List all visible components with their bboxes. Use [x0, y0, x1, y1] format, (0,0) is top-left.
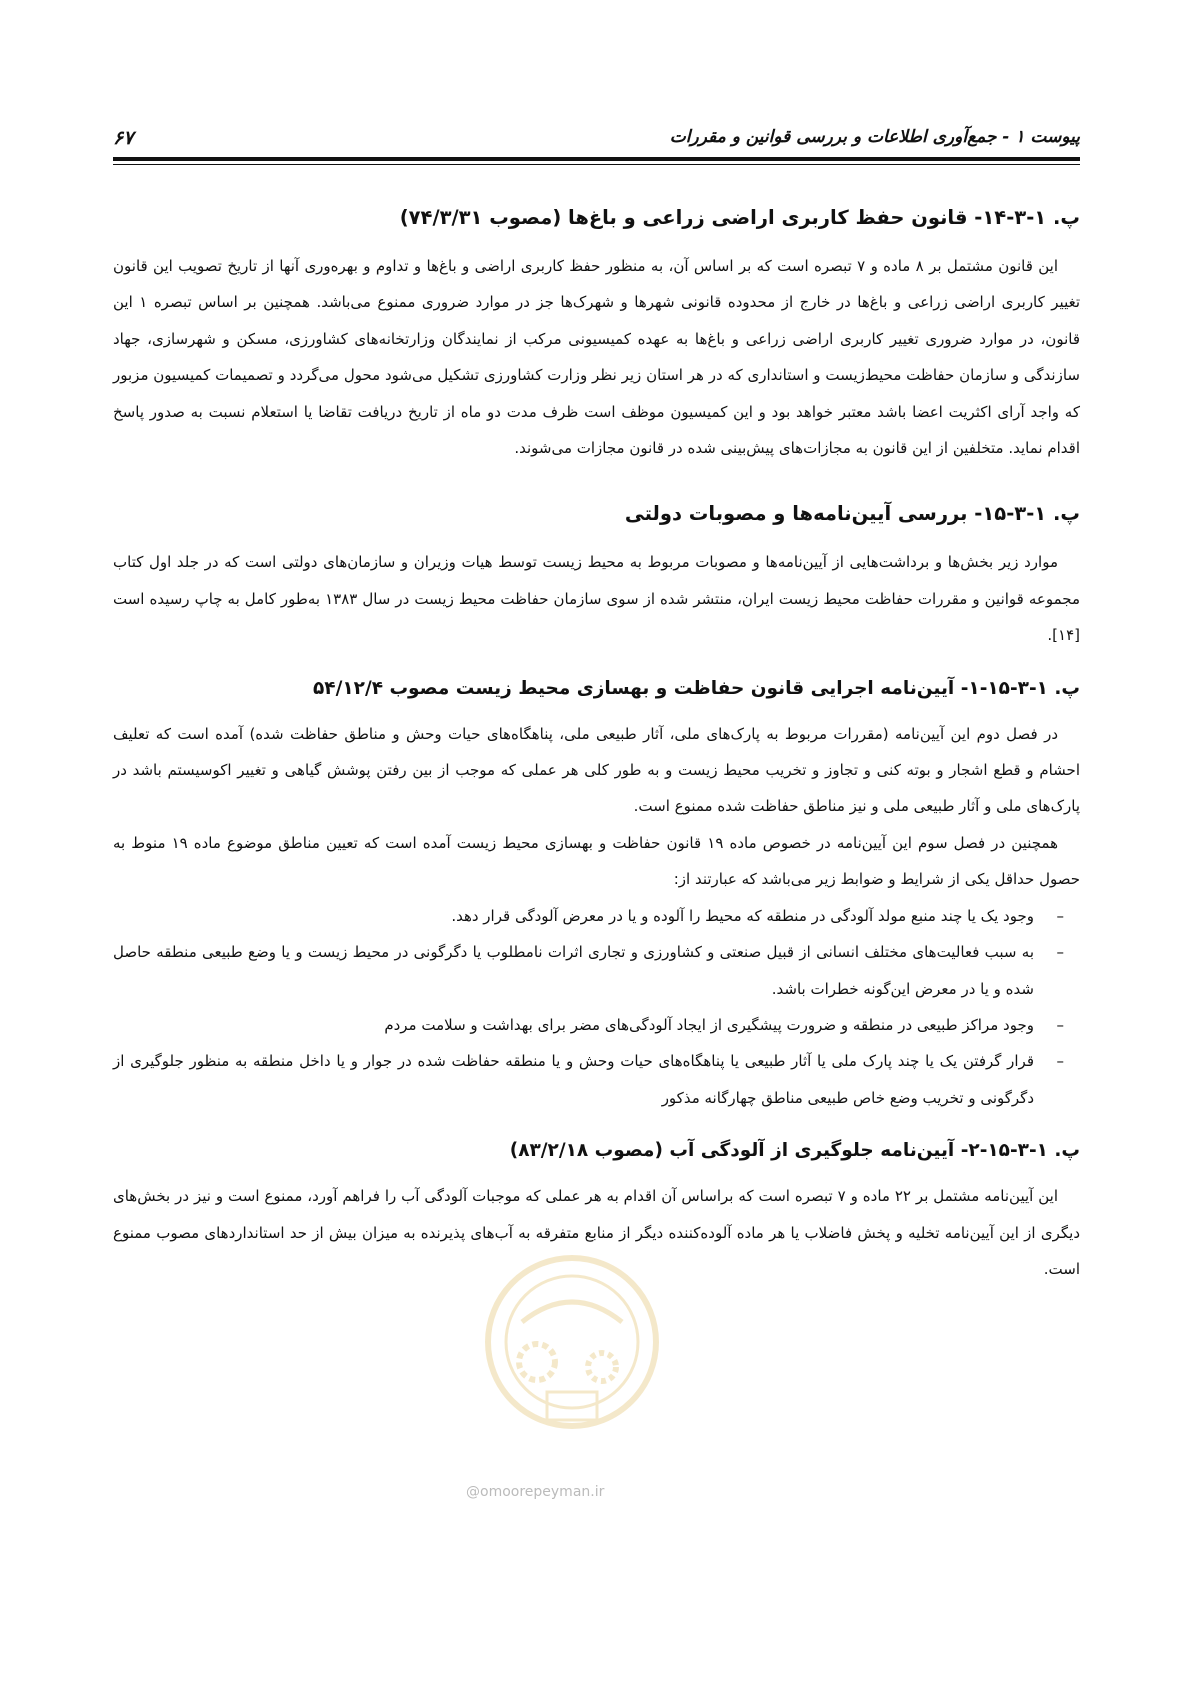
list-item-text: قرار گرفتن یک یا چند پارک ملی یا آثار طبیعی یا پناهگاه‌های حیات وحش و یا منطقه حفاظت شده در جوار و یا داخل منطقه به منظور جلوگیری از دگرگونی و تخریب وضع خاص طبیعی مناطق چهارگانه مذکور	[113, 1052, 1034, 1107]
list-item-text: وجود مراکز طبیعی در منطقه و ضرورت پیشگیری از ایجاد آلودگی‌های مضر برای بهداشت و سلامت مردم	[384, 1015, 1034, 1034]
page-number: ۶۷	[113, 127, 134, 149]
paragraph: در فصل دوم این آیین‌نامه (مقررات مربوط به پارک‌های ملی، آثار طبیعی ملی، پناهگاه‌های حیات وحش و مناطق حفاظت شده) آمده است که تعلیف احشام و قطع اشجار و بوته کنی و تجاوز و تخریب محیط زیست و به طور کلی هر عملی که موجب از بین رفتن پوشش گیاهی و تغییر اکوسیستم باشد در پارک‌های ملی و آثار طبیعی ملی و نیز مناطق حفاظت شده ممنوع است.	[113, 724, 1080, 816]
bullet-marker: –	[1056, 1015, 1064, 1034]
page-header	[113, 116, 1080, 156]
list-item	[113, 1007, 1064, 1043]
bullet-marker: –	[1056, 906, 1064, 925]
list-item	[113, 1043, 1064, 1116]
bullet-marker: –	[1056, 943, 1064, 962]
bullet-marker: –	[1056, 1052, 1064, 1071]
paragraph: این آیین‌نامه مشتمل بر ۲۲ ماده و ۷ تبصره است که براساس آن اقدام به هر عملی که موجبات آلودگی آب را فراهم آورد، ممنوع است و نیز در بخش‌های دیگری از این آیین‌نامه تخلیه و پخش فاضلاب یا هر ماده آلوده‌کننده دیگر از منابع متفرقه به آب‌های پذیرنده به میزان بیش از حد استانداردهای مصوب ممنوع است.	[113, 1187, 1080, 1278]
list-item-text: وجود یک یا چند منبع مولد آلودگی در منطقه که محیط را آلوده و یا در معرض آلودگی قرار دهد.	[451, 906, 1034, 925]
header-rule-thick	[113, 157, 1080, 161]
section-heading-15-2: پ. ۱-۳-۱۵-۲- آیین‌نامه جلوگیری از آلودگی آب (مصوب ۸۳/۲/۱۸)	[509, 1140, 1080, 1162]
watermark-text: @omoorepeyman.ir	[466, 1484, 605, 1500]
section-heading-15: پ. ۱-۳-۱۵- بررسی آیین‌نامه‌ها و مصوبات دولتی	[624, 502, 1080, 526]
section-heading-15-1: پ. ۱-۳-۱۵-۱- آیین‌نامه اجرایی قانون حفاظت و بهسازی محیط زیست مصوب ۵۴/۱۲/۴	[313, 677, 1080, 699]
logo-seal-icon	[452, 1242, 692, 1462]
main-content	[113, 188, 1080, 1287]
running-title: پیوست ۱ - جمع‌آوری اطلاعات و بررسی قوانین و مقررات	[669, 127, 1080, 147]
paragraph: موارد زیر بخش‌ها و برداشت‌هایی از آیین‌نامه‌ها و مصوبات مربوط به محیط زیست توسط هیات وزیران و سازمان‌های دولتی است که در جلد اول کتاب مجموعه قوانین و مقررات حفاظت محیط زیست ایران، منتشر شده از سوی سازمان حفاظت محیط زیست در سال ۱۳۸۳ به‌طور کامل به چاپ رسیده است [۱۴].	[113, 553, 1080, 645]
paragraph: همچنین در فصل سوم این آیین‌نامه در خصوص ماده ۱۹ قانون حفاظت و بهسازی محیط زیست آمده است که تعیین مناطق موضوع ماده ۱۹ منوط به حصول حداقل یکی از شرایط و ضوابط زیر می‌باشد که عبارتند از:	[113, 833, 1080, 889]
header-rule-thin	[113, 164, 1080, 165]
list-item-text: به سبب فعالیت‌های مختلف انسانی از قبیل صنعتی و کشاورزی و تجاری اثرات نامطلوب یا دگرگونی در محیط زیست و یا وضع طبیعی منطقه حاصل شده و یا در معرض این‌گونه خطرات باشد.	[113, 943, 1034, 998]
section-heading-14: پ. ۱-۳-۱۴- قانون حفظ کاربری اراضی زراعی و باغ‌ها (مصوب ۷۴/۳/۳۱)	[399, 206, 1080, 229]
criteria-list	[113, 898, 1080, 1116]
list-item	[113, 934, 1064, 1007]
list-item	[113, 898, 1064, 934]
paragraph: این قانون مشتمل بر ۸ ماده و ۷ تبصره است که بر اساس آن، به منظور حفظ کاربری اراضی و باغ‌ها و تداوم و بهره‌وری آنها از تاریخ تصویب این قانون تغییر کاربری اراضی زراعی و باغ‌ها در خارج از محدوده قانونی شهرها و شهرک‌ها جز در موارد ضروری ممنوع می‌باشد. همچنین بر اساس تبصره ۱ این قانون، در موارد ضروری تغییر کاربری اراضی زراعی و باغ‌ها به عهده کمیسیونی مرکب از نمایندگان وزارتخانه‌های کشاورزی، مسکن و شهرسازی، جهاد سازندگی و سازمان حفاظت محیط‌زیست و استانداری که در هر استان زیر نظر وزارت کشاورزی تشکیل می‌شود محول می‌گردد و تصمیمات کمیسیون مزبور که واجد آرای اکثریت اعضا باشد معتبر خواهد بود و این کمیسیون موظف است ظرف مدت دو ماه از تاریخ دریافت تقاضا یا استعلام نسبت به صدور پاسخ اقدام نماید. متخلفین از این قانون به مجازات‌های پیش‌بینی شده در قانون مجازات می‌شوند.	[113, 257, 1081, 458]
